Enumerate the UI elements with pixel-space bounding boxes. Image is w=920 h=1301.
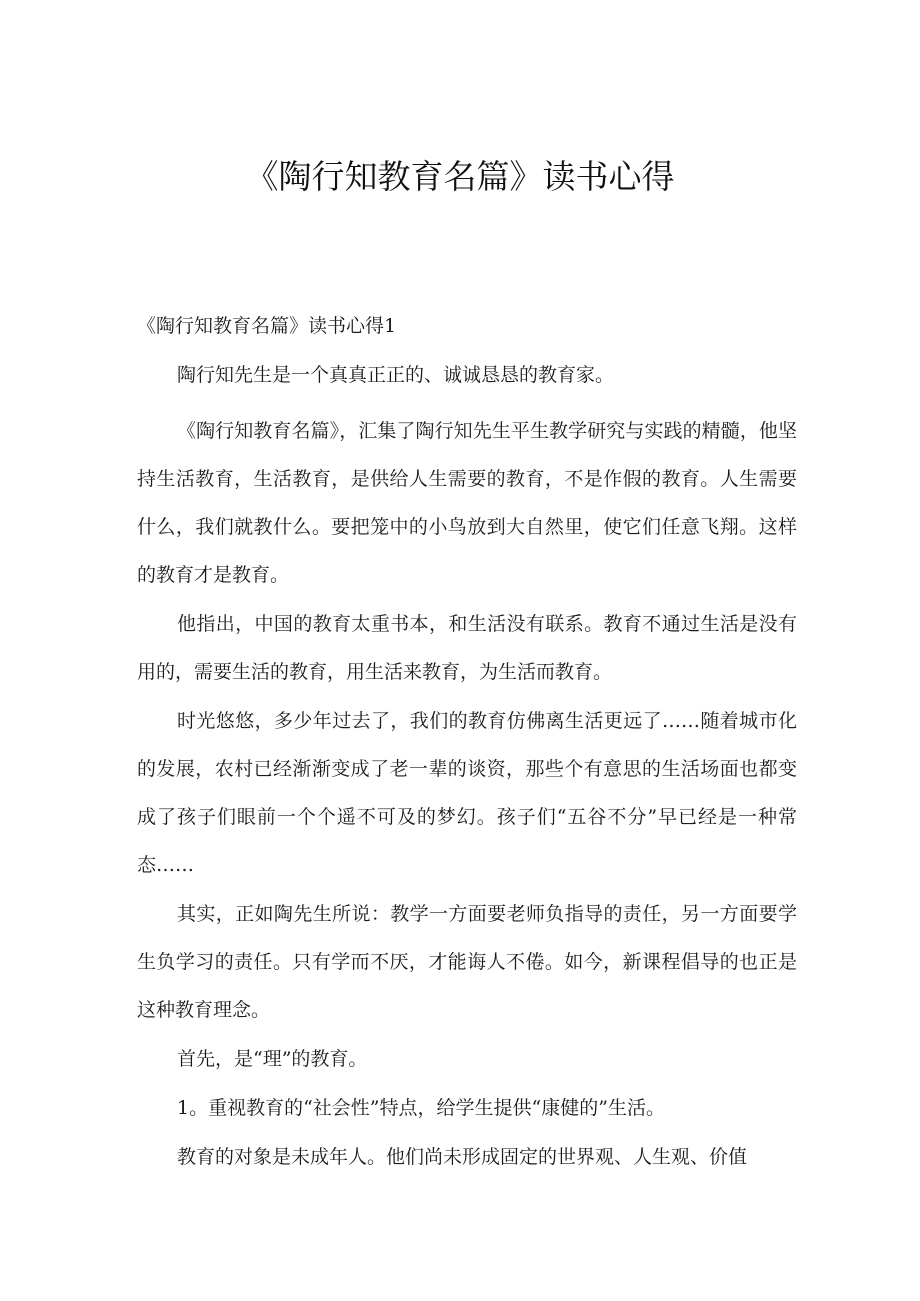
paragraph: 陶行知先生是一个真真正正的、诚诚恳恳的教育家。 xyxy=(177,364,615,386)
paragraph: 《陶行知教育名篇》，汇集了陶行知先生平生教学研究与实践的精髓，他坚持生活教育，生活教育，是供给人生需要的教育，不是作假的教育。人生需要什么，我们就教什么。要把笼中的小鸟放到大自然里，使它们任意飞翔。这样的教育才是教育。 xyxy=(137,420,797,586)
paragraph: 时光悠悠，多少年过去了，我们的教育仿佛离生活更远了……随着城市化的发展，农村已经渐渐变成了老一辈的谈资，那些个有意思的生活场面也都变成了孩子们眼前一个个遥不可及的梦幻。孩子们“五谷不分”早已经是一种常态…… xyxy=(137,710,797,876)
paragraph: 首先，是“理”的教育。 xyxy=(177,1048,368,1070)
paragraph: 他指出，中国的教育太重书本，和生活没有联系。教育不通过生活是没有用的，需要生活的教育，用生活来教育，为生活而教育。 xyxy=(137,613,797,683)
document-body xyxy=(137,308,797,1182)
document-title: 《陶行知教育名篇》读书心得 xyxy=(245,157,675,196)
paragraph: 教育的对象是未成年人。他们尚未形成固定的世界观、人生观、价值 xyxy=(177,1146,748,1168)
paragraph: 其实，正如陶先生所说：教学一方面要老师负指导的责任，另一方面要学生负学习的责任。只有学而不厌，才能诲人不倦。如今，新课程倡导的也正是这种教育理念。 xyxy=(137,903,797,1021)
paragraph: 1。重视教育的“社会性”特点，给学生提供“康健的”生活。 xyxy=(177,1097,665,1119)
section-heading: 《陶行知教育名篇》读书心得1 xyxy=(137,315,397,337)
